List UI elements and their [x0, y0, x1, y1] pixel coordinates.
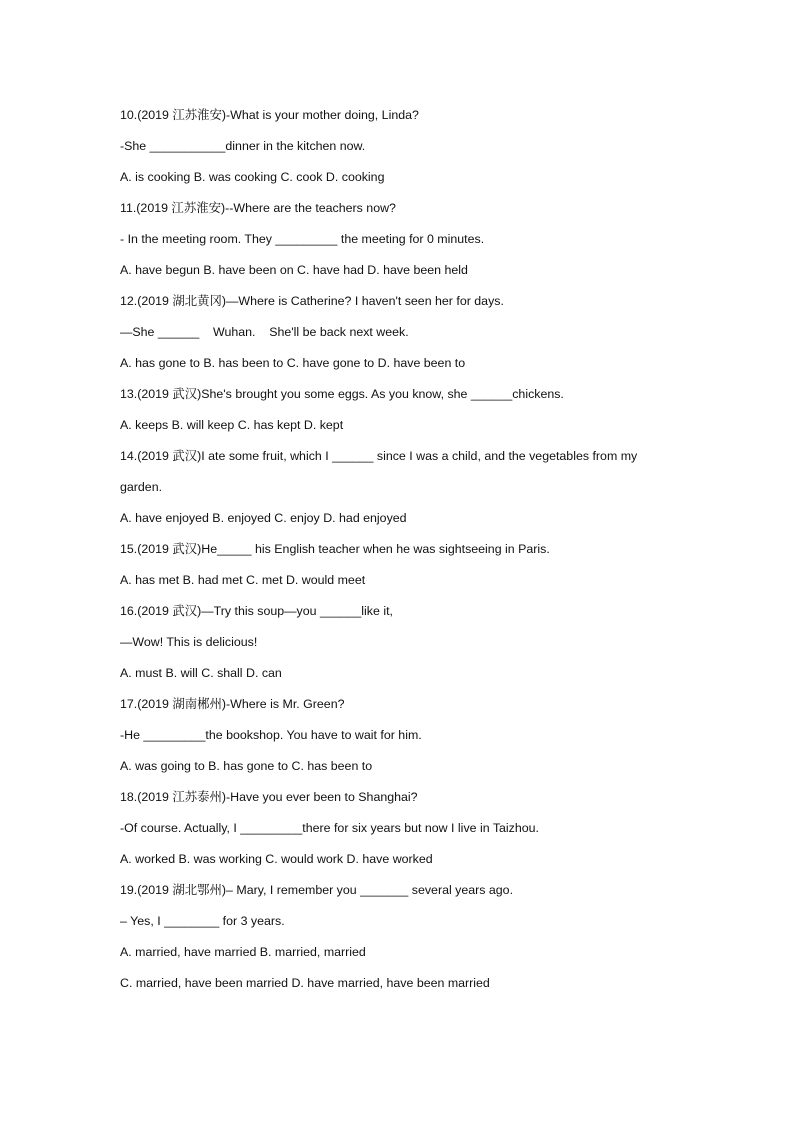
q10-options: A. is cooking B. was cooking C. cook D. cooking — [120, 170, 385, 184]
q19-answer-line: – Yes, I ________ for 3 years. — [120, 914, 285, 928]
q17-question: 17.(2019 湖南郴州)-Where is Mr. Green? — [120, 697, 345, 711]
q11-options: A. have begun B. have been on C. have had D. have been held — [120, 263, 468, 277]
q18-question: 18.(2019 江苏泰州)-Have you ever been to Shanghai? — [120, 790, 418, 804]
document-page — [120, 100, 680, 999]
q11-answer-line: - In the meeting room. They _________ the meeting for 0 minutes. — [120, 232, 485, 246]
q18-answer-line: -Of course. Actually, I _________there for six years but now I live in Taizhou. — [120, 821, 539, 835]
q14-question-continued: garden. — [120, 480, 163, 494]
q13-question: 13.(2019 武汉)She's brought you some eggs. As you know, she ______chickens. — [120, 387, 564, 401]
q12-options: A. has gone to B. has been to C. have gone to D. have been to — [120, 356, 466, 370]
q14-question: 14.(2019 武汉)I ate some fruit, which I ______ since I was a child, and the vegetables from my — [120, 449, 638, 463]
q18-options: A. worked B. was working C. would work D. have worked — [120, 852, 433, 866]
q19-options-ab: A. married, have married B. married, married — [120, 945, 366, 959]
q15-question: 15.(2019 武汉)He_____ his English teacher when he was sightseeing in Paris. — [120, 542, 550, 556]
q10-answer-line: -She ___________dinner in the kitchen now. — [120, 139, 366, 153]
q16-question: 16.(2019 武汉)—Try this soup—you ______like it, — [120, 604, 393, 618]
q10-question: 10.(2019 江苏淮安)-What is your mother doing, Linda? — [120, 108, 419, 122]
q11-question: 11.(2019 江苏淮安)--Where are the teachers now? — [120, 201, 396, 215]
q17-answer-line: -He _________the bookshop. You have to wait for him. — [120, 728, 422, 742]
q19-question: 19.(2019 湖北鄂州)– Mary, I remember you _______ several years ago. — [120, 883, 514, 897]
q13-options: A. keeps B. will keep C. has kept D. kept — [120, 418, 344, 432]
q16-options: A. must B. will C. shall D. can — [120, 666, 282, 680]
q15-options: A. has met B. had met C. met D. would meet — [120, 573, 366, 587]
q12-answer-line: —She ______ Wuhan. She'll be back next week. — [120, 325, 409, 339]
q19-options-cd: C. married, have been married D. have married, have been married — [120, 976, 490, 990]
q16-response: —Wow! This is delicious! — [120, 635, 258, 649]
q14-options: A. have enjoyed B. enjoyed C. enjoy D. had enjoyed — [120, 511, 407, 525]
q12-question: 12.(2019 湖北黄冈)—Where is Catherine? I haven't seen her for days. — [120, 294, 504, 308]
q17-options: A. was going to B. has gone to C. has been to — [120, 759, 373, 773]
